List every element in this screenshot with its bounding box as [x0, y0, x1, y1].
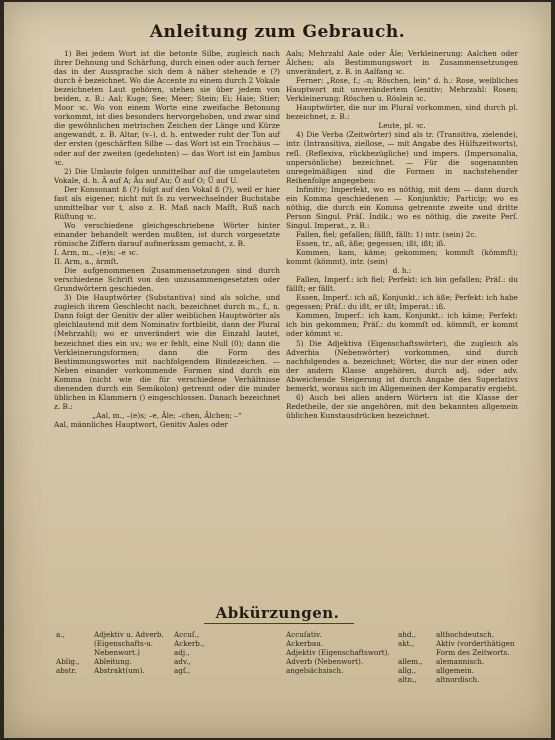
abbreviations-column-d [398, 630, 522, 684]
abbreviation-key: akt., [398, 639, 415, 648]
abbreviation-row [56, 666, 172, 675]
paragraph: 4) Die Verba (Zeitwörter) sind als tr. (Transitiva, zielende), intr. (Intransitiva, ziellose, — mit Angabe des Hülfszeitworts), reſl. (Reflexiva, rückbezügliche) und impers. (Impersonalia, unpersönliche) bezeichnet. — Für die sogenannten unregelmäßigen sind die Formen in nachstehender Reihenfolge angegeben: [286, 130, 518, 185]
paragraph: II. Arm, a., ärmſt. [54, 257, 119, 267]
paragraph: Essen, Imperf.: ich aß, Konjunkt.: ich äße; Perfekt: ich habe gegessen; Präſ.: du ißt, er ißt; Imperat.: iß. [286, 293, 518, 312]
paragraph: Hauptwörter, die nur im Plural vorkommen, sind durch pl. bezeichnet, z. B.: [286, 103, 518, 122]
left-column [54, 49, 280, 429]
abbreviation-value: althochdeutsch. [436, 630, 495, 639]
abbreviation-key: abstr. [56, 666, 77, 675]
paragraph: Ferner: „Rose, f.; –n; Röschen, lein“ d. h.: Rose, weibliches Hauptwort mit unverändertem Genitiv; Mehrzahl: Rosen; Verkleinerung: Röschen u. Röslein ꝛc. [286, 76, 518, 104]
abbreviation-value: Abstrakt(um). [94, 666, 145, 675]
paragraph: 3) Die Hauptwörter (Substantiva) sind als solche, und zugleich ihrem Geschlecht nach, bezeichnet durch m., f., n. Dann folgt der Genitiv der aller weiblichen Hauptwörter als gleichlautend mit dem Nominativ fortbleibt, dann der Plural (Mehrzahl); wo er unverändert wie die Einzahl lautet, bezeichnet dies ein uv.; wo er fehlt, eine Null (0); dann die Verkleinerungsformen; dann die Form des Bestimmungswortes mit nachfolgendem Bindezeichen. — Neben einander vorkommende Formen sind durch ein Komma (nicht wie die für verschiedene Verhältnisse dienenden durch ein Semikolon) getrennt oder die minder üblichen in Klammern () eingeschlossen. Danach bezeichnet z. B.: [54, 293, 280, 411]
abbreviation-row [56, 657, 172, 666]
paragraph: 2) Die Umlaute folgen unmittelbar auf die umgelauteten Vokale, d. h. Ä auf A; Äu auf Au; Ö auf O; Ü auf U. [54, 166, 280, 185]
paragraph: Aals; Mehrzahl Aale oder Äle; Verkleinerung: Aalchen oder Älchen; als Bestimmungswort in Zusammensetzungen unverändert, z. B. in Aalfang ꝛc. [286, 49, 518, 77]
abbreviation-value: agſ., [174, 666, 191, 675]
abbreviation-row [286, 648, 396, 657]
abbreviation-row [286, 657, 396, 666]
abbreviation-value: Aktiv (vorderthätigen Form des Zeitworts. [436, 639, 515, 657]
abbreviation-row [286, 630, 396, 639]
abbreviation-row [286, 666, 396, 675]
abbreviation-value: Ableitung. [94, 657, 132, 666]
abbreviation-key: altn., [398, 675, 417, 684]
paragraph: „Aal, m., –(e)s; –e, Äle; –chen, Älchen; –“ [92, 410, 242, 420]
paragraph: Der Konsonant ß (?) folgt auf den Vokal ß (?), weil er hier fast als eigener, nicht mit ſs zu verwechselnder Buchstabe unmittelbar vor t, also z. B. Maß nach Maſſt, Ruß nach Rüſtung ꝛc. [54, 184, 280, 221]
abbreviation-value: allgemein. [436, 666, 475, 675]
abbreviations-column-b [174, 630, 280, 675]
abbreviation-value: Accuſ., [174, 630, 200, 639]
paragraph: Kommen, Imperf.: ich kam, Konjunkt.: ich käme; Perfekt: ich bin gekommen; Präſ.: du kommſt od. kömmſt, er kommt oder kömmt ꝛc. [286, 311, 518, 339]
book-page [4, 2, 551, 738]
abbreviation-row [286, 639, 396, 648]
title-underline [204, 623, 354, 624]
paragraph: 1) Bei jedem Wort ist die betonte Silbe, zugleich nach ihrer Dehnung und Schärfung, durch einen oder auch ferner das in der Aussprache sich dem ä näher stehende e (?) durch ē bezeichnet. Wo die Accente zu einem durch 2 Vokale bezeichneten Laut gehören, stehen sie über jedem von beiden, z. B.: Aal; Kuge; See; Meer; Stein; Ei; Haie; Stier; Moor ꝛc. Wo von einem Worte eine zweifache Betonung vorkommt, ist dies besonders hervorgehoben, und zwar sind die gewöhnlichen metrischen Zeichen der Länge und Kürze angewandt, z. B. Altar, (v–), d. h. entweder ruht der Ton auf der ersten (geschärften Silbe — das Wort ist ein Trochäus — oder auf der zweiten (gedehnten) — das Wort ist ein Jambus ꝛc. [54, 49, 280, 167]
abbreviation-value: altnordisch. [436, 675, 480, 684]
abbreviations-column-a [56, 630, 172, 675]
abbreviation-value: Accuſativ. [286, 630, 322, 639]
paragraph: Leute, pl. ꝛc. [378, 121, 426, 131]
paragraph: Wo verschiedene gleichgeschriebene Wörter hinter einander behandelt werden mußten, ist durch vorgesetzte römische Ziffern darauf aufmerksam gemacht, z. B. [54, 220, 280, 248]
abbreviation-value: Adverb (Nebenwort). [286, 657, 364, 666]
paragraph: Die aufgenommenen Zusammensetzungen sind durch verschiedene Schrift von den unzusammengesetzten oder Grundwörtern geschieden. [54, 266, 280, 294]
abbreviation-value: Adjektiv u. Adverb. (Eigenschafts-u. Nebenwort.) [94, 630, 164, 657]
abbreviation-key: allg., [398, 666, 417, 675]
right-column [286, 49, 518, 420]
abbreviation-key: a., [56, 630, 65, 639]
abbreviation-row [174, 648, 280, 657]
abbreviation-value: alemannisch. [436, 657, 485, 666]
abbreviation-value: angelsächsisch. [286, 666, 344, 675]
paragraph: Fallen, fiel; gefallen; fällſt, fällt: 1) intr. (sein) 2c. [296, 229, 477, 239]
paragraph: I. Arm, m., –(e)s; –e ꝛc. [54, 248, 139, 258]
abbreviation-row [174, 657, 280, 666]
abbreviation-value: Ackerbau. [286, 639, 324, 648]
abbreviation-key: allem., [398, 657, 423, 666]
abbreviations-column-c [286, 630, 396, 675]
paragraph: Infinitiv; Imperfekt, wo es nöthig, mit dem — dann durch ein Komma geschiedenen — Konjunktiv; Particip; wo es nöthig, die durch ein Komma getrennte zweite und dritte Person Singul. Präſ. Indik.; wo es nöthig, die zweite Perſ. Singul. Imperat., z. B.: [286, 184, 518, 230]
abbreviation-row [174, 630, 280, 639]
abbreviation-key: Ablig., [56, 657, 80, 666]
abbreviation-row [398, 630, 522, 639]
paragraph: 6) Auch bei allen andern Wörtern ist die Klasse der Redetheile, der sie angehören, mit den bekannten allgemein üblichen Kunstausdrücken bezeichnet. [286, 392, 518, 420]
abbreviation-row [398, 657, 522, 666]
abbreviation-value: adj., [174, 648, 190, 657]
abbreviation-row [174, 666, 280, 675]
abbreviation-row [56, 630, 172, 657]
abbreviation-value: adv., [174, 657, 191, 666]
abbreviations-title: Abkürzungen. [215, 604, 340, 622]
abbreviation-row [398, 675, 522, 684]
page-title: Anleitung zum Gebrauch. [149, 22, 406, 42]
abbreviation-value: Ackerb., [174, 639, 205, 648]
abbreviation-key: ahd., [398, 630, 417, 639]
abbreviation-row [398, 639, 522, 657]
paragraph: d. h.: [392, 266, 412, 276]
paragraph: 5) Die Adjektiva (Eigenschaftswörter), die zugleich als Adverbia (Nebenwörter) vorkommen, sind durch nachfolgendes a. bezeichnet; Wörter, die nur der einen oder der andern Klasse angehören, durch adj. oder adv. Abweichende Steigerung ist durch Angabe des Superlativs bemerkt, woraus sich im Allgemeinen der Komparativ ergiebt. [286, 338, 518, 393]
paragraph: Kommen, kam, käme; gekommen; kommſt (kömmſt); kommt (kömmt), intr. (sein) [286, 248, 518, 267]
paragraph: Fallen, Imperf.: ich fiel; Perfekt: ich bin gefallen; Präſ.: du fällſt; er fällt. [286, 275, 518, 294]
paragraph: Aal, männliches Hauptwort, Genitiv Aales oder [54, 419, 228, 429]
abbreviation-value: Adjektiv (Eigenschaftswort). [286, 648, 390, 657]
abbreviation-row [398, 666, 522, 675]
paragraph: Essen, tr., aß, äße; gegessen; ißt, ißt; iß. [296, 238, 446, 248]
abbreviation-row [174, 639, 280, 648]
